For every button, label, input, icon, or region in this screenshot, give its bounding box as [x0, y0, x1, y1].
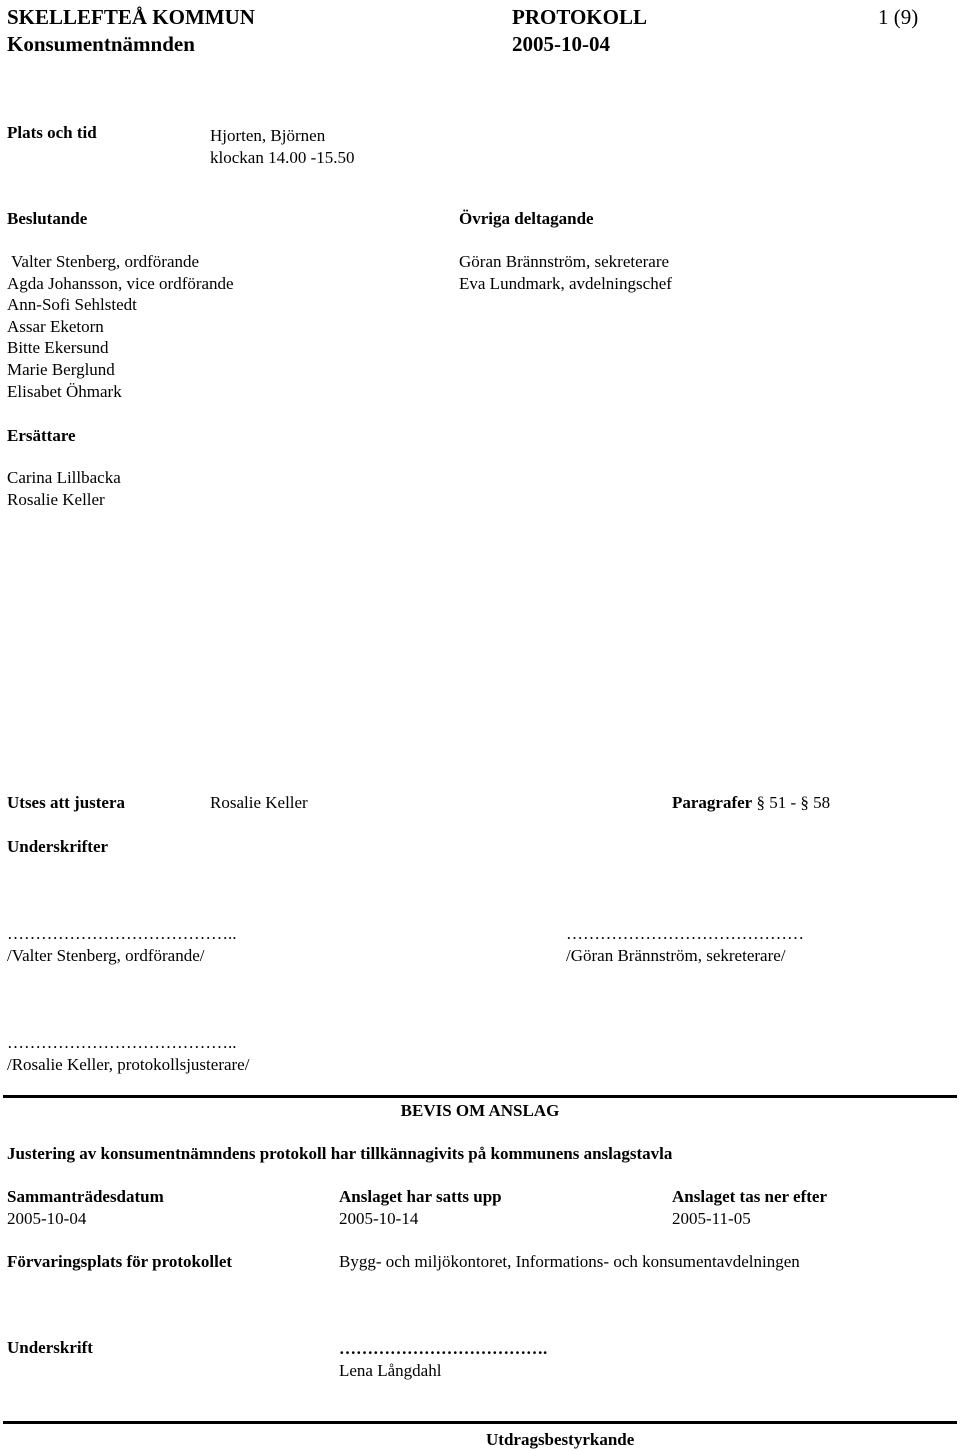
- decision-makers-list: [7, 251, 234, 402]
- list-item: Ann-Sofi Sehlstedt: [7, 295, 137, 315]
- list-item: Marie Berglund: [7, 359, 115, 379]
- list-item: Rosalie Keller: [7, 489, 105, 509]
- storage-label: Förvaringsplats för protokollet: [7, 1252, 233, 1271]
- signature-line: …………………………………..: [7, 1033, 237, 1052]
- signature-label: Underskrift: [7, 1338, 93, 1357]
- list-item: Carina Lillbacka: [7, 468, 121, 487]
- section-symbol: §: [756, 793, 765, 812]
- signatures-label: Underskrifter: [7, 837, 109, 856]
- protocol-date: 2005-10-04: [512, 32, 610, 56]
- removed-date: 2005-11-05: [672, 1209, 751, 1228]
- paragraphs-dash: -: [790, 793, 797, 812]
- signature-line: ……………………………………: [566, 924, 804, 943]
- paragraphs-from: 51: [769, 793, 787, 812]
- list-item: Göran Brännström, sekreterare: [459, 252, 670, 271]
- posted-label: Anslaget har satts upp: [339, 1187, 502, 1206]
- committee-name: Konsumentnämnden: [7, 32, 195, 56]
- extract-certification: Utdragsbestyrkande: [486, 1430, 635, 1449]
- signature-line: ……………………………….: [339, 1339, 548, 1358]
- removed-label: Anslaget tas ner efter: [672, 1187, 828, 1206]
- paragraphs: [672, 792, 830, 814]
- meeting-time: klockan 14.00 -15.50: [210, 148, 355, 167]
- list-item: Bitte Ekersund: [7, 338, 109, 358]
- signature-line: …………………………………..: [7, 924, 237, 943]
- paragraphs-label: Paragrafer: [672, 793, 753, 812]
- list-item: Eva Lundmark, avdelningschef: [459, 273, 672, 293]
- section-symbol: §: [800, 793, 809, 812]
- meeting-date-label: Sammanträdesdatum: [7, 1187, 164, 1206]
- notice-statement: Justering av konsumentnämndens protokoll har tillkännagivits på kommunens anslagstavla: [7, 1144, 673, 1163]
- section-divider: [3, 1421, 957, 1424]
- document-type: PROTOKOLL: [512, 5, 647, 29]
- signer-name: Lena Långdahl: [339, 1361, 442, 1380]
- section-divider: [3, 1095, 957, 1098]
- signature-name-secretary: /Göran Brännström, sekreterare/: [566, 946, 786, 965]
- posted-date: 2005-10-14: [339, 1209, 419, 1228]
- substitutes-label: Ersättare: [7, 426, 76, 445]
- list-item: Valter Stenberg, ordförande: [11, 252, 200, 271]
- page-number: 1 (9): [878, 5, 919, 29]
- other-participants-label: Övriga deltagande: [459, 209, 594, 228]
- meeting-place: Hjorten, Björnen: [210, 126, 326, 145]
- adjuster-name: Rosalie Keller: [210, 793, 308, 812]
- paragraphs-to: 58: [813, 793, 831, 812]
- signature-name-adjuster: /Rosalie Keller, protokollsjusterare/: [7, 1055, 250, 1074]
- notice-title: BEVIS OM ANSLAG: [400, 1101, 560, 1120]
- signature-name-chair: /Valter Stenberg, ordförande/: [7, 946, 205, 965]
- storage-location: Bygg- och miljökontoret, Informations- och konsumentavdelningen: [339, 1252, 800, 1271]
- list-item: Agda Johansson, vice ordförande: [7, 273, 234, 293]
- substitutes-list: [7, 467, 121, 510]
- list-item: Elisabet Öhmark: [7, 381, 122, 401]
- place-label: Plats och tid: [7, 123, 97, 142]
- decision-makers-label: Beslutande: [7, 209, 88, 228]
- municipality-name: SKELLEFTEÅ KOMMUN: [7, 5, 255, 29]
- list-item: Assar Eketorn: [7, 316, 104, 336]
- other-participants-list: [459, 251, 672, 294]
- adjuster-label: Utses att justera: [7, 793, 126, 812]
- meeting-date: 2005-10-04: [7, 1209, 87, 1228]
